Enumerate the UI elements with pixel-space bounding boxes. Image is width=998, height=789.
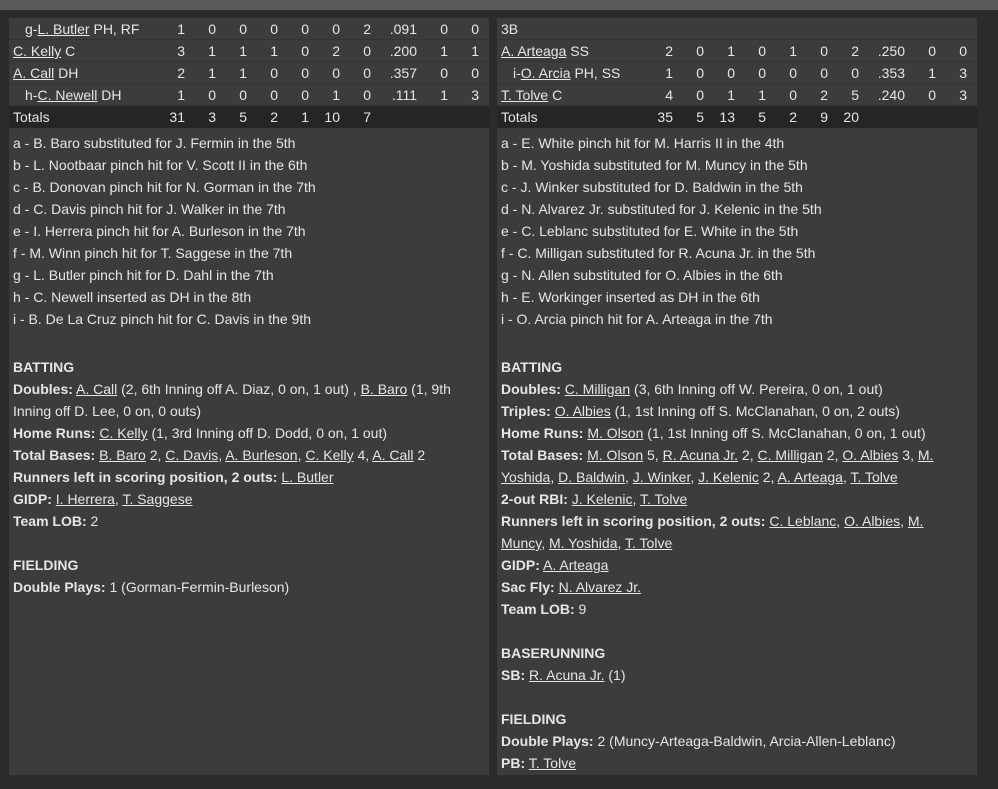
total-cell: 7: [363, 109, 371, 125]
team-lob-note: Team LOB: 9: [501, 601, 587, 617]
substitution-note: e - I. Herrera pinch hit for A. Burleson in the 7th: [13, 223, 306, 239]
notes-section: [497, 330, 977, 774]
total-cell: 2: [270, 109, 278, 125]
table-row: [9, 62, 489, 84]
stat-cell: 0: [696, 43, 704, 59]
substitution-note: a - E. White pinch hit for M. Harris II in the 4th: [501, 135, 785, 151]
stat-cell: 0: [789, 87, 797, 103]
totals-label: Totals: [501, 109, 538, 125]
player-cell: A. Call DH: [13, 65, 79, 81]
player-link[interactable]: A. Call: [13, 65, 55, 81]
stat-cell: 0: [270, 65, 278, 81]
stat-cell: 0: [332, 65, 340, 81]
stat-cell: 0: [208, 21, 216, 37]
player-link[interactable]: O. Albies: [554, 403, 611, 419]
stat-cell: 1: [177, 21, 185, 37]
player-link[interactable]: O. Arcia: [520, 65, 571, 81]
fielding-title: FIELDING: [501, 711, 567, 727]
stat-cell: 1: [789, 43, 797, 59]
player-link[interactable]: M.: [917, 447, 934, 463]
total-cell: 2: [789, 109, 797, 125]
player-link[interactable]: C. Kelly: [305, 447, 354, 463]
away-team-boxscore-panel: [9, 18, 489, 775]
substitutions-list: [9, 128, 489, 330]
player-link[interactable]: J. Kelenic: [698, 469, 759, 485]
total-cell: 3: [208, 109, 216, 125]
stat-cell: .200: [389, 43, 417, 59]
player-cell: g-L. Butler PH, RF: [25, 21, 140, 37]
stat-cell: 2: [820, 87, 828, 103]
stat-cell: 0: [928, 43, 936, 59]
totals-row: [497, 106, 977, 128]
player-link[interactable]: C. Milligan: [564, 381, 631, 397]
stat-cell: 1: [270, 43, 278, 59]
two-out-rbi-note: 2-out RBI: J. Kelenic, T. Tolve: [501, 491, 688, 507]
total-bases-note: Total Bases: M. Olson 5, R. Acuna Jr. 2, C. Milligan 2, O. Albies 3, M. Yoshida, D. Baldwin, J. Winker, J. Kelenic 2, A. Arteaga, T. Tolve: [501, 447, 934, 485]
stat-cell: 0: [820, 43, 828, 59]
stat-cell: 0: [789, 65, 797, 81]
player-link[interactable]: L. Butler: [281, 469, 334, 485]
substitution-note: d - C. Davis pinch hit for J. Walker in the 7th: [13, 201, 286, 217]
substitution-note: h - C. Newell inserted as DH in the 8th: [13, 289, 252, 305]
substitution-note: g - N. Allen substituted for O. Albies in the 6th: [501, 267, 783, 283]
stat-cell: 0: [301, 43, 309, 59]
stat-cell: 0: [471, 65, 479, 81]
substitution-note: g - L. Butler pinch hit for D. Dahl in the 7th: [13, 267, 274, 283]
total-cell: 20: [843, 109, 859, 125]
stat-cell: .357: [389, 65, 417, 81]
player-link[interactable]: T. Tolve: [501, 87, 549, 103]
stat-cell: 2: [363, 21, 371, 37]
substitution-note: f - M. Winn pinch hit for T. Saggese in the 7th: [13, 245, 293, 261]
stat-cell: 1: [928, 65, 936, 81]
stat-cell: 0: [363, 65, 371, 81]
stat-cell: 1: [727, 87, 735, 103]
total-cell: 5: [696, 109, 704, 125]
player-link[interactable]: M.: [907, 513, 924, 529]
stat-cell: 1: [239, 65, 247, 81]
batting-title: BATTING: [501, 359, 563, 375]
stat-cell: 1: [665, 65, 673, 81]
player-link[interactable]: R. Acuna Jr.: [662, 447, 739, 463]
player-link[interactable]: M. Olson: [587, 425, 644, 441]
stat-cell: .250: [877, 43, 905, 59]
player-link[interactable]: B. Baro: [360, 381, 408, 397]
player-link[interactable]: C. Leblanc: [769, 513, 837, 529]
totals-row: [9, 106, 489, 128]
player-link[interactable]: J. Winker: [632, 469, 691, 485]
player-link[interactable]: A. Call: [76, 381, 118, 397]
player-link[interactable]: T. Tolve: [528, 755, 576, 771]
table-row: [497, 84, 977, 106]
total-cell: 5: [758, 109, 766, 125]
player-link[interactable]: O. Albies: [844, 513, 901, 529]
stat-cell: 0: [239, 87, 247, 103]
gidp-note: GIDP: A. Arteaga: [501, 557, 609, 573]
player-link[interactable]: T. Tolve: [850, 469, 898, 485]
stat-cell: 1: [239, 43, 247, 59]
stat-cell: 1: [208, 43, 216, 59]
player-link[interactable]: T. Tolve: [625, 535, 673, 551]
substitution-note: d - N. Alvarez Jr. substituted for J. Kelenic in the 5th: [501, 201, 822, 217]
stat-cell: 0: [959, 43, 967, 59]
stat-cell: 0: [270, 87, 278, 103]
stat-cell: .240: [877, 87, 905, 103]
player-link[interactable]: M. Olson: [587, 447, 644, 463]
passed-balls-note: PB: T. Tolve: [501, 755, 576, 771]
player-link[interactable]: A. Arteaga: [501, 43, 567, 59]
player-link[interactable]: C. Davis: [165, 447, 219, 463]
table-row: [497, 40, 977, 62]
triples-note: Triples: O. Albies (1, 1st Inning off S. McClanahan, 0 on, 2 outs): [501, 403, 900, 419]
substitution-note: b - M. Yoshida substituted for M. Muncy in the 5th: [501, 157, 808, 173]
sac-fly-note: Sac Fly: N. Alvarez Jr.: [501, 579, 642, 595]
doubles-note: Doubles: A. Call (2, 6th Inning off A. Diaz, 0 on, 1 out) , B. Baro (1, 9th Inning off D. Lee, 0 on, 0 outs): [13, 381, 451, 419]
table-row: [9, 18, 489, 40]
stat-cell: 1: [208, 65, 216, 81]
risp-note: Runners left in scoring position, 2 outs: L. Butler: [13, 469, 334, 485]
stat-cell: 1: [440, 87, 448, 103]
stat-cell: 0: [727, 65, 735, 81]
substitution-note: f - C. Milligan substituted for R. Acuna Jr. in the 5th: [501, 245, 816, 261]
stolen-bases-note: SB: R. Acuna Jr. (1): [501, 667, 626, 683]
gidp-note: GIDP: I. Herrera, T. Saggese: [13, 491, 193, 507]
stat-cell: .111: [391, 87, 417, 103]
stat-cell: 0: [332, 21, 340, 37]
substitution-note: h - E. Workinger inserted as DH in the 6th: [501, 289, 760, 305]
player-link[interactable]: Yoshida: [501, 469, 551, 485]
stat-cell: 0: [696, 87, 704, 103]
home-runs-note: Home Runs: M. Olson (1, 1st Inning off S. McClanahan, 0 on, 1 out): [501, 425, 926, 441]
stat-cell: 0: [301, 87, 309, 103]
stat-cell: .353: [877, 65, 905, 81]
player-link[interactable]: Muncy: [501, 535, 542, 551]
substitution-note: a - B. Baro substituted for J. Fermin in the 5th: [13, 135, 296, 151]
stat-cell: 0: [301, 65, 309, 81]
baserunning-title: BASERUNNING: [501, 645, 606, 661]
row-text: 3B: [501, 21, 519, 37]
total-cell: 10: [324, 109, 340, 125]
substitution-note: i - O. Arcia pinch hit for A. Arteaga in the 7th: [501, 311, 773, 327]
player-link[interactable]: D. Baldwin: [558, 469, 626, 485]
stat-cell: 0: [440, 65, 448, 81]
fielding-title: FIELDING: [13, 557, 79, 573]
batting-table: [9, 18, 489, 106]
player-link[interactable]: C. Newell: [37, 87, 98, 103]
stat-cell: 3: [177, 43, 185, 59]
substitution-note: i - B. De La Cruz pinch hit for C. Davis in the 9th: [13, 311, 312, 327]
substitution-note: e - C. Leblanc substituted for E. White in the 5th: [501, 223, 799, 239]
player-link[interactable]: T. Tolve: [640, 491, 688, 507]
doubles-note: Doubles: C. Milligan (3, 6th Inning off W. Pereira, 0 on, 1 out): [501, 381, 883, 397]
stat-cell: 0: [270, 21, 278, 37]
player-link[interactable]: L. Butler: [37, 21, 90, 37]
stat-cell: 0: [239, 21, 247, 37]
stat-cell: 0: [758, 65, 766, 81]
stat-cell: 3: [471, 87, 479, 103]
stat-cell: 0: [363, 87, 371, 103]
stat-cell: 3: [959, 65, 967, 81]
stat-cell: 0: [440, 21, 448, 37]
stat-cell: 2: [332, 43, 340, 59]
top-bar: [0, 0, 998, 10]
stat-cell: 2: [177, 65, 185, 81]
stat-cell: 0: [820, 65, 828, 81]
stat-cell: 2: [665, 43, 673, 59]
stat-cell: 0: [208, 87, 216, 103]
total-cell: 1: [301, 109, 309, 125]
stat-cell: 0: [301, 21, 309, 37]
player-cell: A. Arteaga SS: [501, 43, 589, 59]
stat-cell: 0: [696, 65, 704, 81]
player-cell: T. Tolve C: [501, 87, 563, 103]
stat-cell: 0: [928, 87, 936, 103]
total-cell: 13: [719, 109, 735, 125]
notes-section: [9, 330, 489, 598]
stat-cell: 1: [440, 43, 448, 59]
player-link[interactable]: A. Call: [372, 447, 414, 463]
player-link[interactable]: N. Alvarez Jr.: [558, 579, 642, 595]
table-row: [497, 18, 977, 40]
player-link[interactable]: C. Kelly: [99, 425, 148, 441]
stat-cell: 4: [665, 87, 673, 103]
total-cell: 31: [169, 109, 185, 125]
player-link[interactable]: O. Albies: [842, 447, 899, 463]
player-link[interactable]: I. Herrera: [55, 491, 115, 507]
total-cell: 9: [820, 109, 828, 125]
home-runs-note: Home Runs: C. Kelly (1, 3rd Inning off D. Dodd, 0 on, 1 out): [13, 425, 388, 441]
risp-note: Runners left in scoring position, 2 outs: C. Leblanc, O. Albies, M. Muncy, M. Yoshida, T. Tolve: [501, 513, 924, 551]
stat-cell: 1: [727, 43, 735, 59]
double-plays-note: Double Plays: 1 (Gorman-Fermin-Burleson): [13, 579, 290, 595]
team-lob-note: Team LOB: 2: [13, 513, 99, 529]
player-link[interactable]: C. Milligan: [757, 447, 823, 463]
stat-cell: 1: [332, 87, 340, 103]
stat-cell: 0: [363, 43, 371, 59]
total-cell: 35: [657, 109, 673, 125]
player-link[interactable]: R. Acuna Jr.: [529, 667, 605, 683]
batting-table: [497, 40, 977, 106]
player-cell: C. Kelly C: [13, 43, 76, 59]
total-bases-note: Total Bases: B. Baro 2, C. Davis, A. Burleson, C. Kelly 4, A. Call 2: [13, 447, 426, 463]
home-team-boxscore-panel: [497, 18, 977, 775]
double-plays-note: Double Plays: 2 (Muncy-Arteaga-Baldwin, Arcia-Allen-Leblanc): [501, 733, 896, 749]
player-link[interactable]: C. Kelly: [13, 43, 62, 59]
table-row: [497, 62, 977, 84]
stat-cell: 1: [471, 43, 479, 59]
player-link[interactable]: J. Kelenic: [571, 491, 633, 507]
batting-title: BATTING: [13, 359, 75, 375]
table-row: [9, 40, 489, 62]
stat-cell: 3: [959, 87, 967, 103]
substitutions-list: [497, 128, 977, 330]
stat-cell: 0: [471, 21, 479, 37]
substitution-note: c - B. Donovan pinch hit for N. Gorman in the 7th: [13, 179, 316, 195]
player-link[interactable]: M. Yoshida: [548, 535, 618, 551]
stat-cell: 1: [758, 87, 766, 103]
player-link[interactable]: A. Burleson: [225, 447, 298, 463]
stat-cell: 5: [851, 87, 859, 103]
substitution-note: b - L. Nootbaar pinch hit for V. Scott II in the 6th: [13, 157, 308, 173]
total-cell: 5: [239, 109, 247, 125]
player-link[interactable]: T. Saggese: [122, 491, 193, 507]
stat-cell: 2: [851, 43, 859, 59]
stat-cell: 1: [177, 87, 185, 103]
stat-cell: 0: [851, 65, 859, 81]
stat-cell: .091: [389, 21, 417, 37]
player-cell: h-C. Newell DH: [25, 87, 122, 103]
player-cell: i-O. Arcia PH, SS: [513, 65, 621, 81]
player-link[interactable]: B. Baro: [99, 447, 146, 463]
table-row: [9, 84, 489, 106]
totals-label: Totals: [13, 109, 50, 125]
player-link[interactable]: A. Arteaga: [543, 557, 609, 573]
player-link[interactable]: A. Arteaga: [777, 469, 843, 485]
stat-cell: 0: [758, 43, 766, 59]
substitution-note: c - J. Winker substituted for D. Baldwin in the 5th: [501, 179, 803, 195]
